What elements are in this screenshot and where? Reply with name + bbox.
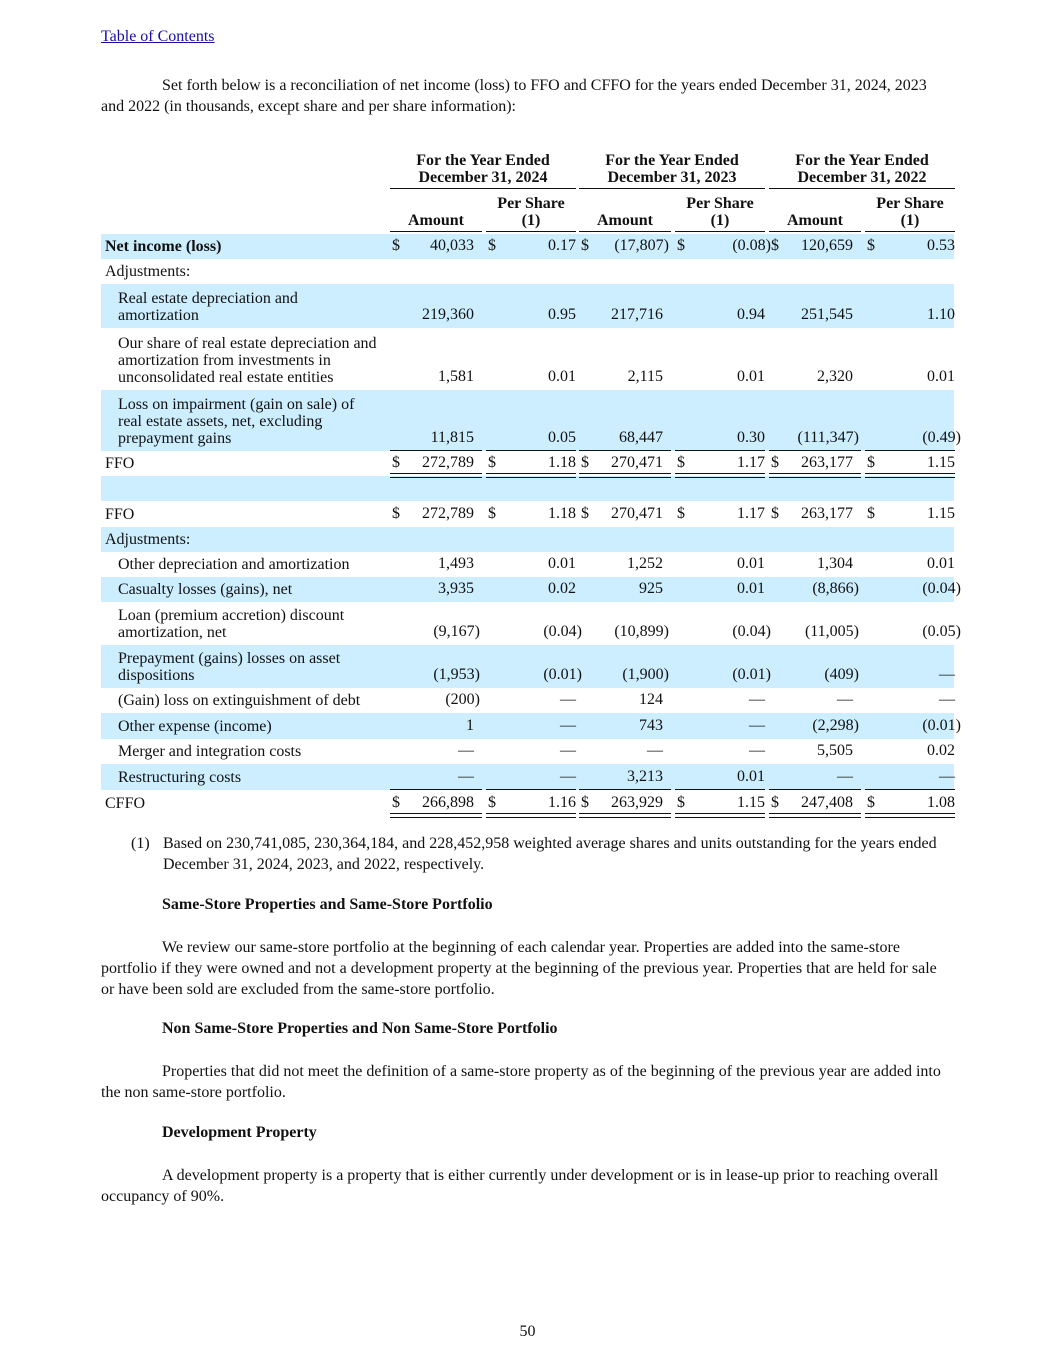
amount-cell: 120,659 [801, 237, 853, 254]
amount-cell: 3,935 [438, 580, 474, 597]
subtotal-rule [390, 789, 482, 790]
table-row [101, 476, 954, 501]
section-body-development: A development property is a property that is either currently under development or is in lease-up prior to reaching overall occupancy of 90%. [101, 1167, 939, 1205]
amount-cell: — [458, 768, 474, 785]
currency-symbol: $ [581, 794, 589, 811]
amount-cell: 266,898 [422, 794, 474, 811]
row-label: Casualty losses (gains), net [118, 581, 293, 598]
per-share-cell: 0.01 [548, 368, 576, 385]
amount-cell: 11,815 [430, 429, 474, 446]
amount-cell: — [837, 768, 853, 785]
amount-cell: 247,408 [801, 794, 853, 811]
per-share-cell: 0.17 [548, 237, 576, 254]
header-rule [486, 231, 576, 232]
per-share-cell: 0.95 [548, 306, 576, 323]
amount-cell: 1 [466, 717, 474, 734]
period-header: For the Year Ended December 31, 2024 [416, 152, 550, 186]
subtotal-rule [486, 789, 576, 790]
subtotal-rule [675, 450, 765, 451]
amount-cell: 270,471 [611, 454, 663, 471]
per-share-cell: 1.08 [927, 794, 955, 811]
section-body-non-same-store: Properties that did not meet the definition of a same-store property as of the beginning of the previous year are added into the non same-store portfolio. [101, 1063, 941, 1101]
amount-cell: 270,471 [611, 505, 663, 522]
currency-symbol: $ [677, 505, 685, 522]
row-label: Other depreciation and amortization [118, 556, 350, 573]
currency-symbol: $ [488, 794, 496, 811]
per-share-cell: — [939, 691, 955, 708]
table-row [101, 259, 954, 284]
header-rule [390, 188, 576, 189]
per-share-cell: (0.01) [732, 666, 771, 683]
per-share-cell: 1.17 [737, 505, 765, 522]
amount-cell: (11,005) [804, 623, 859, 640]
per-share-cell: — [560, 768, 576, 785]
per-share-cell: 0.53 [927, 237, 955, 254]
currency-symbol: $ [867, 505, 875, 522]
table-row [101, 234, 954, 259]
row-label: Merger and integration costs [118, 743, 302, 760]
total-double-rule [769, 813, 861, 818]
amount-cell: — [837, 691, 853, 708]
per-share-cell: — [560, 691, 576, 708]
per-share-cell: (0.04) [543, 623, 582, 640]
per-share-cell: — [560, 742, 576, 759]
per-share-cell: 1.15 [927, 505, 955, 522]
currency-symbol: $ [581, 454, 589, 471]
period-header: For the Year Ended December 31, 2022 [795, 152, 929, 186]
currency-symbol: $ [771, 794, 779, 811]
per-share-header: Per Share (1) [686, 195, 754, 229]
per-share-cell: 0.02 [548, 580, 576, 597]
per-share-cell: — [939, 666, 955, 683]
subtotal-rule [769, 789, 861, 790]
currency-symbol: $ [392, 237, 400, 254]
table-row [101, 552, 954, 577]
amount-cell: (17,807) [614, 237, 669, 254]
table-row [101, 764, 954, 790]
row-label: Real estate depreciation and amortization [118, 290, 298, 324]
currency-symbol: $ [392, 454, 400, 471]
row-label: Other expense (income) [118, 718, 272, 735]
header-rule [675, 231, 765, 232]
per-share-cell: 0.01 [737, 580, 765, 597]
amount-cell: 251,545 [801, 306, 853, 323]
currency-symbol: $ [867, 454, 875, 471]
amount-cell: (409) [824, 666, 859, 683]
subtotal-rule [486, 450, 576, 451]
currency-symbol: $ [581, 237, 589, 254]
per-share-cell: — [749, 742, 765, 759]
section-body-same-store: We review our same-store portfolio at the beginning of each calendar year. Properties are added into the same-store portfolio if they were owned and not a development property at the beginning of the previous year. Properties that are held for sale or have been sold are excluded from the same-store portfolio. [101, 939, 937, 998]
amount-cell: 743 [639, 717, 663, 734]
table-row [101, 688, 954, 713]
currency-symbol: $ [392, 794, 400, 811]
amount-cell: 2,320 [817, 368, 853, 385]
table-of-contents-link[interactable]: Table of Contents [101, 28, 215, 45]
per-share-cell: 1.10 [927, 306, 955, 323]
total-double-rule [390, 813, 482, 818]
page-number: 50 [519, 1323, 536, 1340]
amount-header: Amount [596, 212, 653, 229]
currency-symbol: $ [771, 237, 779, 254]
currency-symbol: $ [677, 237, 685, 254]
section-heading-same-store: Same-Store Properties and Same-Store Portfolio [162, 896, 493, 913]
per-share-cell: 0.02 [927, 742, 955, 759]
header-rule [579, 231, 671, 232]
amount-cell: 1,252 [627, 555, 663, 572]
amount-cell: (8,866) [812, 580, 859, 597]
per-share-cell: 0.94 [737, 306, 765, 323]
per-share-cell: 0.01 [927, 555, 955, 572]
row-label: Loan (premium accretion) discount amortization, net [118, 607, 345, 641]
currency-symbol: $ [771, 454, 779, 471]
amount-cell: (200) [445, 691, 480, 708]
table-row [101, 501, 954, 527]
amount-cell: (10,899) [614, 623, 669, 640]
amount-header: Amount [786, 212, 843, 229]
currency-symbol: $ [867, 794, 875, 811]
row-label: CFFO [105, 795, 146, 812]
amount-cell: 68,447 [619, 429, 663, 446]
amount-cell: 925 [639, 580, 663, 597]
total-double-rule [675, 473, 765, 478]
total-double-rule [675, 813, 765, 818]
per-share-cell: (0.05) [922, 623, 961, 640]
currency-symbol: $ [488, 454, 496, 471]
table-row [101, 328, 954, 390]
amount-cell: 5,505 [817, 742, 853, 759]
subtotal-rule [675, 789, 765, 790]
amount-cell: — [647, 742, 663, 759]
amount-cell: 40,033 [430, 237, 474, 254]
total-double-rule [865, 813, 955, 818]
per-share-cell: — [749, 691, 765, 708]
amount-cell: (9,167) [433, 623, 480, 640]
currency-symbol: $ [488, 505, 496, 522]
period-header: For the Year Ended December 31, 2023 [605, 152, 739, 186]
amount-cell: 272,789 [422, 454, 474, 471]
per-share-cell: (0.01) [543, 666, 582, 683]
amount-cell: 124 [639, 691, 663, 708]
header-rule [769, 188, 955, 189]
currency-symbol: $ [867, 237, 875, 254]
table-row [101, 390, 961, 451]
per-share-cell: 0.05 [548, 429, 576, 446]
currency-symbol: $ [488, 237, 496, 254]
row-label: FFO [105, 506, 135, 523]
subtotal-rule [390, 450, 482, 451]
amount-cell: (1,953) [433, 666, 480, 683]
subtotal-rule [865, 450, 955, 451]
row-label: Loss on impairment (gain on sale) of real estate assets, net, excluding prepayment gains [118, 396, 355, 447]
per-share-cell: — [749, 717, 765, 734]
row-label: Prepayment (gains) losses on asset dispositions [118, 650, 341, 684]
per-share-cell: 0.01 [737, 555, 765, 572]
amount-cell: — [458, 742, 474, 759]
per-share-cell: 1.15 [927, 454, 955, 471]
per-share-cell: (0.49) [922, 429, 961, 446]
amount-cell: 2,115 [627, 368, 663, 385]
table-row [101, 284, 954, 328]
row-label: (Gain) loss on extinguishment of debt [118, 692, 361, 709]
amount-cell: (1,900) [622, 666, 669, 683]
per-share-cell: (0.04) [732, 623, 771, 640]
table-row [101, 602, 961, 645]
per-share-cell: 0.30 [737, 429, 765, 446]
total-double-rule [579, 473, 671, 478]
currency-symbol: $ [677, 454, 685, 471]
subtotal-rule [769, 450, 861, 451]
per-share-cell: 1.16 [548, 794, 576, 811]
row-label: Net income (loss) [105, 238, 222, 255]
row-label: Adjustments: [105, 531, 191, 548]
per-share-cell: 1.18 [548, 454, 576, 471]
currency-symbol: $ [581, 505, 589, 522]
subtotal-rule [579, 789, 671, 790]
section-heading-development: Development Property [162, 1124, 317, 1141]
per-share-cell: (0.08) [732, 237, 771, 254]
per-share-cell: (0.01) [922, 717, 961, 734]
amount-cell: 272,789 [422, 505, 474, 522]
per-share-header: Per Share (1) [497, 195, 565, 229]
table-row [101, 739, 954, 764]
amount-header: Amount [407, 212, 464, 229]
amount-cell: 217,716 [611, 306, 663, 323]
per-share-cell: 0.01 [927, 368, 955, 385]
subtotal-rule [865, 789, 955, 790]
table-row [101, 645, 954, 688]
header-rule [390, 231, 482, 232]
total-double-rule [579, 813, 671, 818]
per-share-cell: — [560, 717, 576, 734]
currency-symbol: $ [392, 505, 400, 522]
total-double-rule [865, 473, 955, 478]
per-share-cell: — [939, 768, 955, 785]
amount-cell: 263,177 [801, 454, 853, 471]
footnote-marker: (1) [131, 835, 150, 852]
row-label: Restructuring costs [118, 769, 242, 786]
amount-cell: 263,929 [611, 794, 663, 811]
per-share-cell: 0.01 [548, 555, 576, 572]
amount-cell: (111,347) [797, 429, 859, 446]
total-double-rule [486, 473, 576, 478]
table-row [101, 713, 961, 739]
amount-cell: 219,360 [422, 306, 474, 323]
per-share-cell: 0.01 [737, 368, 765, 385]
header-rule [579, 188, 765, 189]
amount-cell: 263,177 [801, 505, 853, 522]
row-label: FFO [105, 455, 135, 472]
per-share-cell: 0.01 [737, 768, 765, 785]
per-share-cell: 1.17 [737, 454, 765, 471]
amount-cell: 1,493 [438, 555, 474, 572]
amount-cell: 3,213 [627, 768, 663, 785]
table-row [101, 577, 961, 602]
header-rule [865, 231, 955, 232]
row-label: Our share of real estate depreciation and amortization from investments in unconsolidated real estate entities [118, 335, 377, 386]
amount-cell: (2,298) [812, 717, 859, 734]
per-share-cell: 1.18 [548, 505, 576, 522]
row-label: Adjustments: [105, 263, 191, 280]
amount-cell: 1,581 [438, 368, 474, 385]
currency-symbol: $ [677, 794, 685, 811]
total-double-rule [769, 473, 861, 478]
header-rule [769, 231, 861, 232]
per-share-cell: (0.04) [922, 580, 961, 597]
section-heading-non-same-store: Non Same-Store Properties and Non Same-Store Portfolio [162, 1020, 558, 1037]
per-share-header: Per Share (1) [876, 195, 944, 229]
intro-paragraph: Set forth below is a reconciliation of net income (loss) to FFO and CFFO for the years ended December 31, 2024, 2023 and 2022 (in thousands, except share and per share information): [101, 77, 927, 115]
subtotal-rule [579, 450, 671, 451]
total-double-rule [486, 813, 576, 818]
footnote-text: Based on 230,741,085, 230,364,184, and 228,452,958 weighted average shares and units outstanding for the years ended December 31, 2024, 2023, and 2022, respectively. [163, 835, 937, 873]
per-share-cell: 1.15 [737, 794, 765, 811]
currency-symbol: $ [771, 505, 779, 522]
table-row [101, 527, 954, 552]
amount-cell: 1,304 [817, 555, 853, 572]
total-double-rule [390, 473, 482, 478]
